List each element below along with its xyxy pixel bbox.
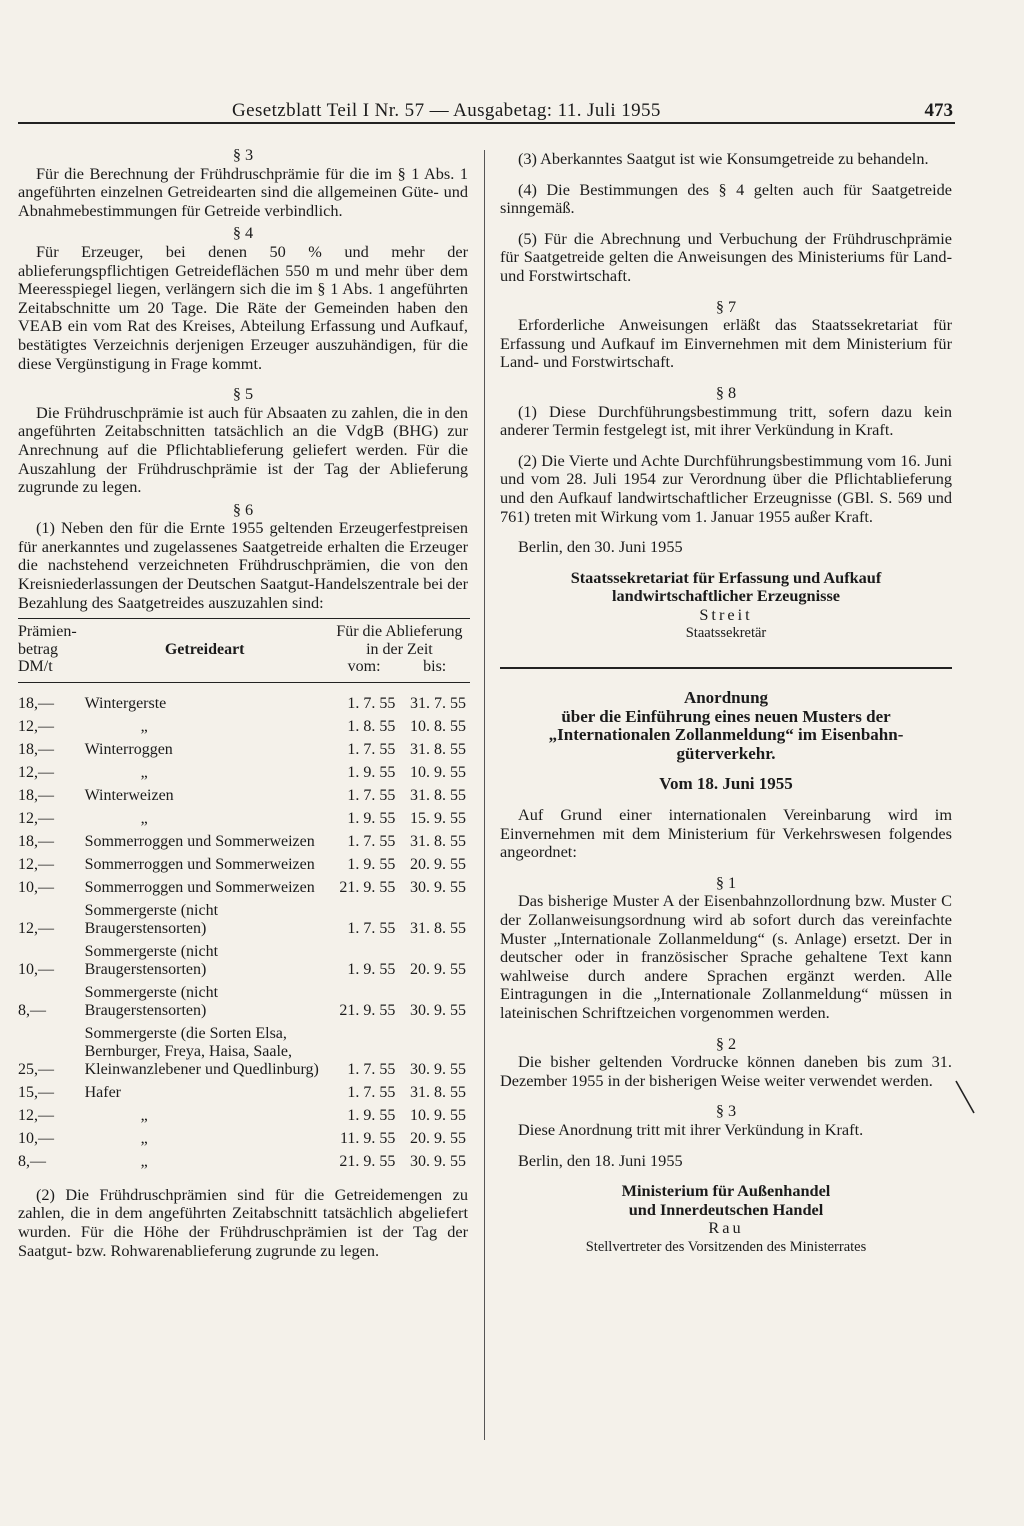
anordnung-section-1-text: Das bisherige Muster A der Eisenbahnzollordnung bzw. Muster C der Zollanweisungsordnung wird ab sofort durch das vereinfachte Muster „Internationale Zollanmeldung“ (s. Anlage) ersetzt. Der in deutscher oder in französischer Sprache gehaltene Text kann wahlweise durch andere Sprachen ergänzt werden. Alle Eintragungen in die „Internationale Zollanmeldung“ müssen in lateinischen Schriftzeichen vorgenommen werden. [500,891,952,1022]
section-8-paragraph-2: (2) Die Vierte und Achte Durchführungsbestimmung vom 16. Juni und vom 28. Juli 1954 zur Verordnung über die Pflichtablieferung und den Aufkauf landwirtschaftlicher Erzeugnisse (GBl. S. 569 und 761) treten mit Wirkung vom 1. Januar 1955 außer Kraft. [500,450,952,526]
table-row: 18,— Sommerroggen und Sommerweizen 1. 7. 55 31. 8. 55 [18,832,466,850]
anordnung-subtitle-line-2: „Internationalen Zollanmeldung“ im Eisenbahn- [548,725,904,745]
anordnung-section-2-text: Die bisher geltenden Vordrucke können daneben bis zum 31. Dezember 1955 in der bisherigen Weise weiter verwendet werden. [500,1052,952,1090]
section-6-title: § 6 [232,499,254,519]
left-column [18,142,468,1260]
authority-2-line-1: Ministerium für Außenhandel [621,1181,831,1201]
section-6-paragraph-1: (1) Neben den für die Ernte 1955 geltenden Erzeugerfestpreisen für anerkanntes und zugelassenes Saatgetreide erhalten die Erzeuger die nachstehend verzeichneten Frühdruschprämien, die von den Kreisniederlassungen der Deutschen Saatgut-Handelszentrale bei der Bezahlung des Saatgetreides auszuzahlen sind: [18,518,468,612]
signing-date-2: Berlin, den 18. Juni 1955 [518,1150,683,1170]
section-8-title: § 8 [715,382,737,402]
table-row: 18,— Winterweizen 1. 7. 55 31. 8. 55 [18,786,466,804]
paragraph-4: (4) Die Bestimmungen des § 4 gelten auch für Saatgetreide sinngemäß. [500,179,952,218]
section-3-title: § 3 [232,145,254,164]
anordnung-section-1-title: § 1 [715,872,737,892]
table-row: 12,— „ 1. 9. 55 10. 9. 55 [18,1106,466,1124]
table-row: 10,— Sommergerste (nicht Braugerstensorten) 1. 9. 55 20. 9. 55 [18,942,466,978]
header-ablieferung: Für die Ablieferung in der Zeit vom: bis: [336,623,463,676]
paragraph-3: (3) Aberkanntes Saatgut ist wie Konsumgetreide zu behandeln. [518,149,929,168]
anordnung-subtitle-line-1: über die Einführung eines neuen Musters der [561,706,891,726]
authority-1-line-2: landwirtschaftlicher Erzeugnisse [611,586,841,606]
anordnung-section-3-title: § 3 [715,1101,737,1121]
header-title: Gesetzblatt Teil I Nr. 57 — Ausgabetag: 11. Juli 1955 [232,100,661,121]
signatory-2-title: Stellvertreter des Vorsitzenden des Ministerrates [585,1238,867,1255]
margin-mark [954,1079,976,1115]
table-row: 15,— Hafer 1. 7. 55 31. 8. 55 [18,1083,466,1101]
table-row: 18,— Wintergerste 1. 7. 55 31. 7. 55 [18,694,466,712]
anordnung-subtitle-line-3: güterverkehr. [676,743,776,763]
paragraph-5: (5) Für die Abrechnung und Verbuchung der Frühdruschprämie für Saatgetreide gelten die Anweisungen des Ministeriums für Land- und Forstwirtschaft. [500,228,952,285]
table-row: 12,— „ 1. 9. 55 15. 9. 55 [18,809,466,827]
anordnung-section-2-title: § 2 [715,1033,737,1053]
table-row: 12,— „ 1. 9. 55 10. 9. 55 [18,763,466,781]
authority-2-line-2: und Innerdeutschen Handel [628,1199,824,1219]
table-row: 18,— Winterroggen 1. 7. 55 31. 8. 55 [18,740,466,758]
table-row: 25,— Sommergerste (die Sorten Elsa, Bernburger, Freya, Haisa, Saale, Kleinwanzlebener und Quedlinburg) 1. 7. 55 30. 9. 55 [18,1024,466,1078]
page-header [18,96,955,124]
table-row: 8,— „ 21. 9. 55 30. 9. 55 [18,1152,466,1170]
section-7-title: § 7 [715,296,737,316]
premium-table [18,618,470,1174]
section-4-title: § 4 [232,223,254,243]
table-row: 10,— „ 11. 9. 55 20. 9. 55 [18,1129,466,1147]
right-column [500,150,952,1257]
anordnung-section-3-text: Diese Anordnung tritt mit ihrer Verkündung in Kraft. [518,1119,864,1139]
signatory-1-title: Staatssekretär [685,625,767,642]
header-getreideart: Getreideart [164,641,245,659]
section-5-text: Die Frühdruschprämie ist auch für Absaaten zu zahlen, die in den angeführten Zeitabschnitten tatsächlich an die VdgB (BHG) zur Anrechnung auf die Pflichtablieferung geliefert werden. Für die Auszahlung der Frühdruschprämie ist der Tag der Ablieferung zugrunde zu legen. [18,402,468,497]
signing-date-1: Berlin, den 30. Juni 1955 [518,537,683,557]
table-row: 12,— Sommergerste (nicht Braugerstensorten) 1. 7. 55 31. 8. 55 [18,901,466,937]
section-5-title: § 5 [232,384,254,404]
section-7-text: Erforderliche Anweisungen erläßt das Staatssekretariat für Erfassung und Aufkauf im Einvernehmen mit dem Ministerium für Land- und Forstwirtschaft. [500,315,952,372]
signatory-1-name: Streit [699,604,753,624]
section-4-text: Für Erzeuger, bei denen 50 % und mehr der ablieferungspflichtigen Getreideflächen 550 m und mehr über dem Meeresspiegel liegen, verlängern sich die im § 1 Abs. 1 angeführten Zeitabschnitte um 20 Tage. Die Räte der Gemeinden haben den VEAB ein vom Rat des Kreises, Abteilung Erfassung und Aufkauf, bestätigtes Verzeichnis derjenigen Erzeuger auszuhändigen, für die diese Vergünstigung in Frage kommt. [18,241,468,373]
table-row: 12,— Sommerroggen und Sommerweizen 1. 9. 55 20. 9. 55 [18,855,466,873]
authority-1-line-1: Staatssekretariat für Erfassung und Aufkauf [570,567,882,587]
section-6-paragraph-2: (2) Die Frühdruschprämien sind für die Getreidemengen zu zahlen, die in dem angeführten Zeitabschnitt tatsächlich abgeliefert wurden. Für die Höhe der Frühdruschprämien ist der Tag der Saatgut- bzw. Rohwarenablieferung zugrunde zu legen. [18,1184,468,1260]
header-praemienbetrag: Prämien- betrag DM/t [18,623,77,676]
anordnung-title: Anordnung [683,688,769,708]
page-number: 473 [924,100,953,121]
anordnung-intro: Auf Grund einer internationalen Vereinbarung wird im Einvernehmen mit dem Ministerium für Verkehrswesen folgendes angeordnet: [500,805,952,862]
table-row: 10,— Sommerroggen und Sommerweizen 21. 9. 55 30. 9. 55 [18,878,466,896]
section-8-paragraph-1: (1) Diese Durchführungsbestimmung tritt, sofern dazu kein anderer Termin festgelegt ist, mit ihrer Verkündung in Kraft. [500,401,952,440]
table-row: 12,— „ 1. 8. 55 10. 8. 55 [18,717,466,735]
anordnung-date: Vom 18. Juni 1955 [659,774,793,794]
column-divider [484,150,485,1440]
table-header-row [18,619,470,683]
section-divider [500,667,952,669]
section-3-text: Für die Berechnung der Frühdruschprämie für die im § 1 Abs. 1 angeführten einzelnen Getreidearten sind die allgemeinen Güte- und Abnahmebestimmungen für Getreide verbindlich. [18,163,468,220]
table-row: 8,— Sommergerste (nicht Braugerstensorten) 21. 9. 55 30. 9. 55 [18,983,466,1019]
signatory-2-name: Rau [708,1218,744,1238]
